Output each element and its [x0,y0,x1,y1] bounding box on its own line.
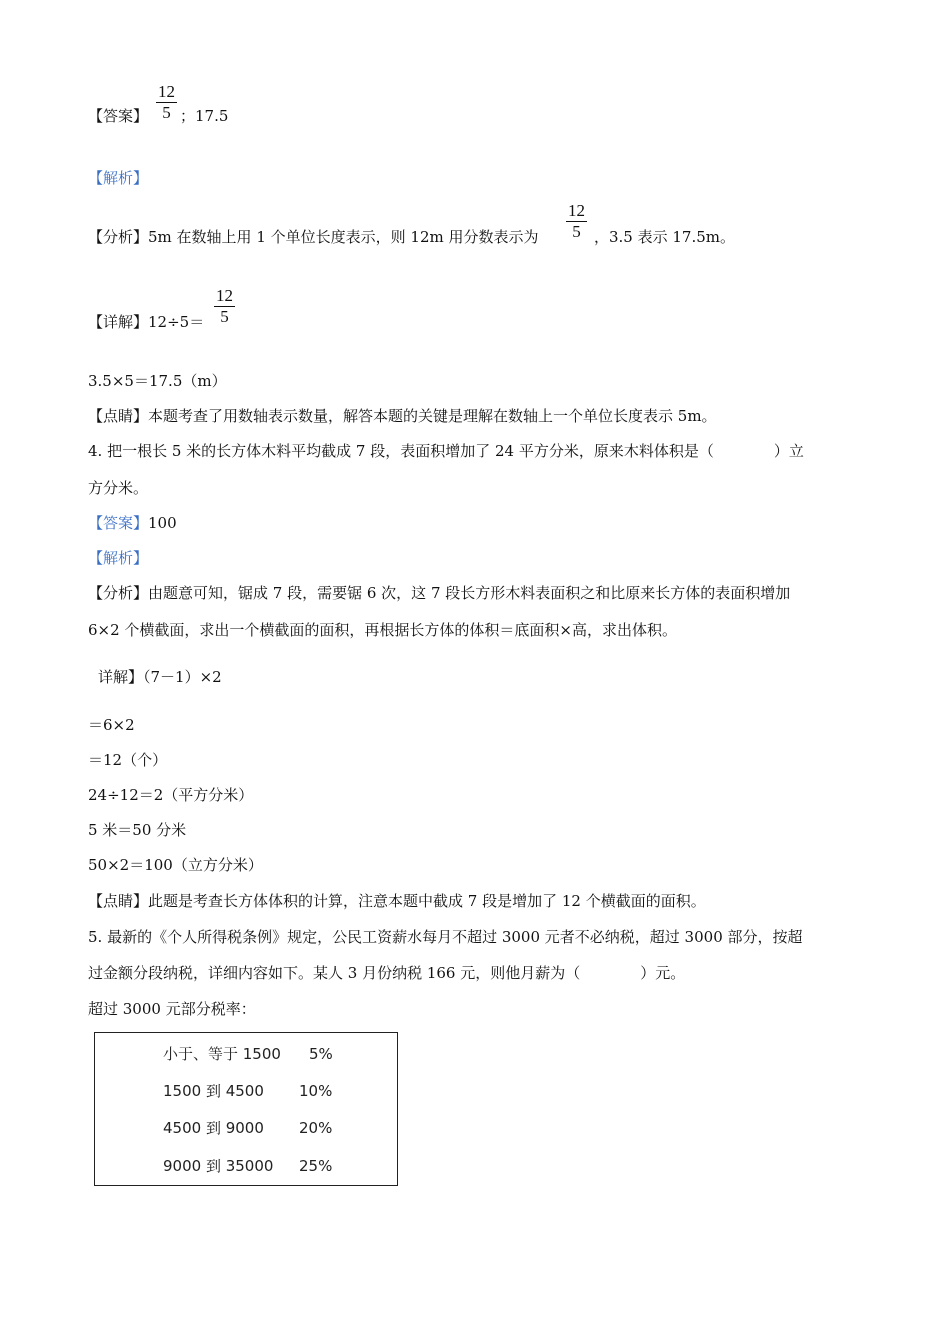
tax-rate: 20% [299,1119,333,1137]
q3-detail-tag: 【详解】 [88,313,149,331]
q4-step-4: 5 米＝50 分米 [88,821,187,839]
q4-step-1: ＝6×2 [88,716,135,734]
tax-range: 9000 到 35000 [163,1157,274,1175]
tax-row [95,1154,397,1178]
q3-dianjing-line [88,405,717,427]
tax-row [95,1079,397,1103]
q3-dianjing-text: 本题考查了用数轴表示数量，解答本题的关键是理解在数轴上一个单位长度表示 5m。 [148,407,717,425]
tax-range: 4500 到 9000 [163,1119,264,1137]
q4-answer-tag: 【答案】 [88,514,149,532]
q4-answer: 100 [148,514,177,532]
q3-answer-rest: ；17.5 [180,107,229,125]
q4-fenxi-line1 [88,582,790,604]
tax-rate: 10% [299,1082,333,1100]
q4-step-3: 24÷12＝2（平方分米） [88,786,254,804]
q5-table-caption: 超过 3000 元部分税率： [88,1000,256,1018]
q3-answer-frac-num: 12 [158,82,175,101]
q4-dianjing-tag: 【点睛】 [88,892,149,910]
tax-rate: 5% [309,1045,333,1063]
tax-range: 1500 到 4500 [163,1082,264,1100]
q5-question-line2: 过金额分段纳税，详细内容如下。某人 3 月份纳税 166 元，则他月薪为（ ）元。 [88,964,686,982]
q3-detail-frac-num: 12 [216,286,233,305]
q4-step-5: 50×2＝100（立方分米） [88,856,263,874]
q4-question-line1: 4. 把一根长 5 米的长方体木料平均截成 7 段，表面积增加了 24 平方分米，原来木料体积是（ ）立 [88,442,804,460]
tax-range: 小于、等于 1500 [163,1045,281,1063]
q3-fenxi-frac-num: 12 [568,201,585,220]
q3-dianjing-tag: 【点睛】 [88,407,149,425]
q4-fenxi-line2: 6×2 个横截面，求出一个横截面的面积，再根据长方体的体积＝底面积×高，求出体积。 [88,621,677,639]
q4-answer-line [88,512,177,534]
q5-question-line1: 5. 最新的《个人所得税条例》规定，公民工资薪水每月不超过 3000 元者不必纳税，超过 3000 部分，按超 [88,928,803,946]
q3-calc: 3.5×5＝17.5（m） [88,372,227,390]
q4-fenxi-text1: 由题意可知，锯成 7 段，需要锯 6 次，这 7 段长方形木料表面积之和比原来长方体的表面积增加 [148,584,791,602]
q3-detail-text: 12÷5＝ [148,313,205,331]
q3-fenxi-text2: ，3.5 表示 17.5m。 [594,228,736,246]
q4-dianjing-line [88,890,706,912]
q3-fenxi-fraction [566,201,587,242]
q3-fenxi-tag: 【分析】 [88,228,149,246]
q3-answer-tag: 【答案】 [88,107,149,125]
q3-analysis-tag: 【解析】 [88,169,149,187]
q4-fenxi-tag: 【分析】 [88,584,149,602]
q3-answer-fraction [156,82,177,123]
q4-analysis-tag: 【解析】 [88,549,149,567]
q3-answer-frac-den: 5 [162,103,171,122]
q4-dianjing-text: 此题是考查长方体体积的计算，注意本题中截成 7 段是增加了 12 个横截面的面积。 [148,892,706,910]
q4-detail-line: 详解】（7－1）×2 [98,668,222,686]
tax-rate-table [94,1032,398,1186]
tax-row [95,1042,397,1066]
tax-rate: 25% [299,1157,333,1175]
q3-detail-frac-den: 5 [220,307,229,326]
q4-step-2: ＝12（个） [88,751,168,769]
q3-detail-fraction [214,286,235,327]
q3-fenxi-frac-den: 5 [572,222,581,241]
q4-question-line2: 方分米。 [88,479,149,497]
q3-fenxi-text1: 5m 在数轴上用 1 个单位长度表示，则 12m 用分数表示为 [148,228,539,246]
tax-row [95,1116,397,1140]
